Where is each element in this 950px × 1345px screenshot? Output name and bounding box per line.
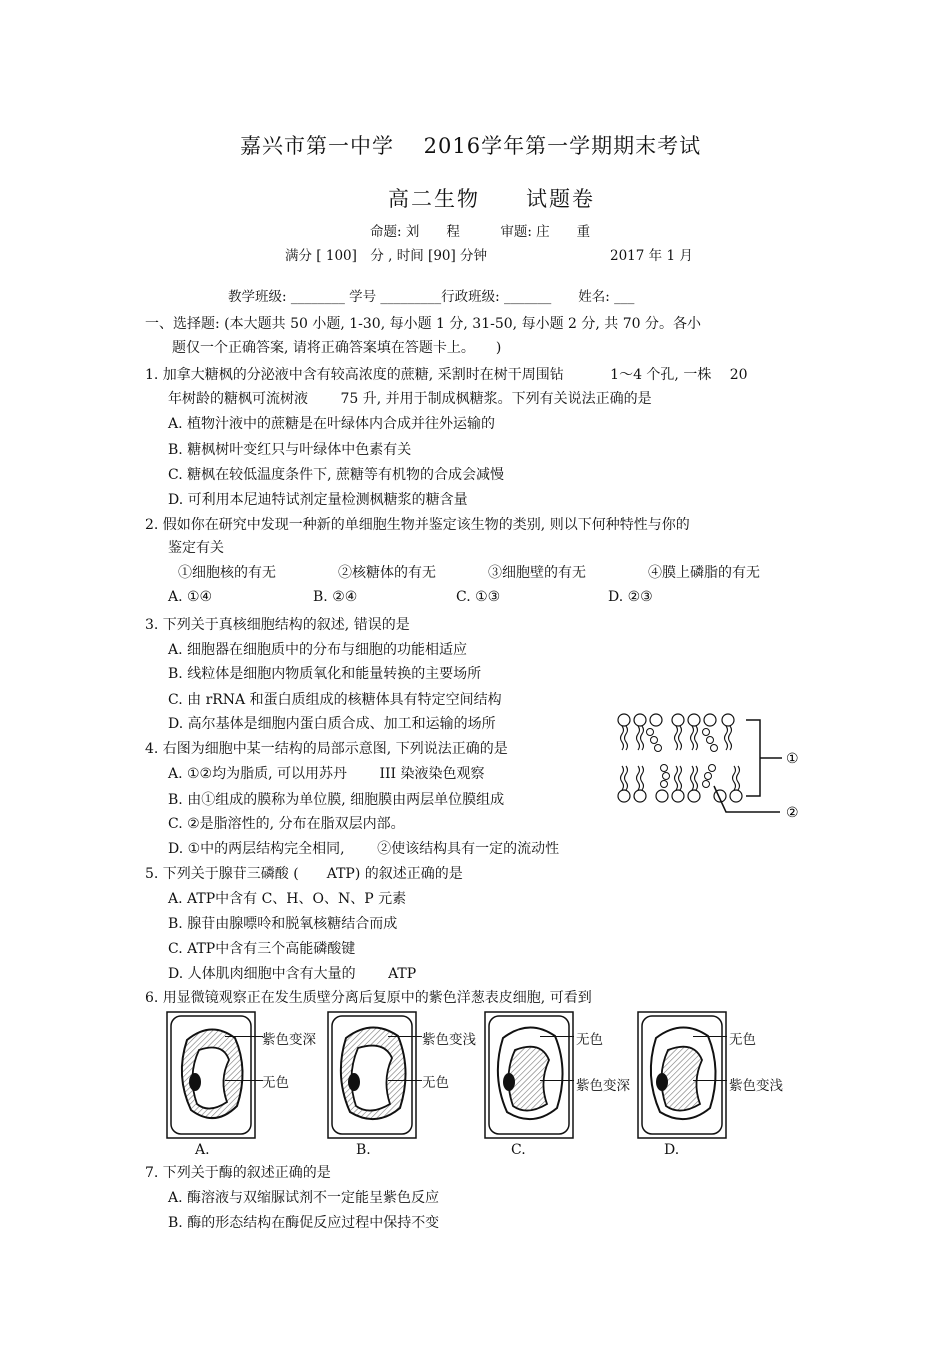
label-2: ② <box>786 805 799 821</box>
cell-c-top-pointer <box>540 1036 574 1037</box>
q5-option-a: A. ATP中含有 C、H、O、N、P 元素 <box>168 891 407 907</box>
cell-b-letter: B. <box>356 1142 371 1158</box>
student-info-line: 教学班级: ________ 学号 _________行政班级: _______ 姓名: ___ <box>228 289 635 305</box>
cell-b-top-pointer <box>388 1036 422 1037</box>
cell-d-letter: D. <box>664 1142 680 1158</box>
cell-a-bottom-label: 无色 <box>262 1075 289 1091</box>
label-1: ① <box>786 751 799 767</box>
q1-option-a: A. 植物汁液中的蔗糖是在叶绿体内合成并往外运输的 <box>168 416 496 432</box>
q2-option-d: D. ②③ <box>608 589 653 605</box>
q7-stem: 7. 下列关于酶的叙述正确的是 <box>145 1165 331 1181</box>
cell-b-bottom-pointer <box>388 1080 422 1081</box>
q1-option-c: C. 糖枫在较低温度条件下, 蔗糖等有机物的合成会减慢 <box>168 467 505 483</box>
q5-option-c: C. ATP中含有三个高能磷酸键 <box>168 941 356 957</box>
q3-option-d: D. 高尔基体是细胞内蛋白质合成、加工和运输的场所 <box>168 716 496 732</box>
score-time: 满分 [ 100] 分 , 时间 [90] 分钟 <box>285 248 488 264</box>
cell-d-bottom-pointer <box>693 1080 727 1081</box>
q5-stem: 5. 下列关于腺苷三磷酸 ( ATP) 的叙述正确的是 <box>145 866 463 882</box>
q1-option-b: B. 糖枫树叶变红只与叶绿体中色素有关 <box>168 442 412 458</box>
q4-stem: 4. 右图为细胞中某一结构的局部示意图, 下列说法正确的是 <box>145 741 508 757</box>
q7-option-a: A. 酶溶液与双缩脲试剂不一定能呈紫色反应 <box>168 1190 440 1206</box>
exam-subtitle: 高二生物 试题卷 <box>388 187 595 211</box>
cell-diagram-d <box>636 1010 728 1140</box>
cell-b-bottom-label: 无色 <box>422 1075 449 1091</box>
q4-option-b: B. 由①组成的膜称为单位膜, 细胞膜由两层单位膜组成 <box>168 792 505 808</box>
q4-option-c: C. ②是脂溶性的, 分布在脂双层内部。 <box>168 816 405 832</box>
cell-a-letter: A. <box>195 1142 210 1158</box>
cell-diagram-b <box>326 1010 418 1140</box>
cell-a-top-label: 紫色变深 <box>262 1032 316 1048</box>
q2-stem-2: 鉴定有关 <box>168 540 224 556</box>
cell-c-top-label: 无色 <box>576 1032 603 1048</box>
section-instructions-1: 一、选择题: (本大题共 50 小题, 1-30, 每小题 1 分, 31-50, 每小题 2 分, 共 70 分。各小 <box>145 316 701 332</box>
authors: 命题: 刘 程 审题: 庄 重 <box>370 224 591 240</box>
section-instructions-2: 题仅一个正确答案, 请将正确答案填在答题卡上。 ) <box>172 340 502 356</box>
cell-diagram-c <box>483 1010 575 1140</box>
q3-stem: 3. 下列关于真核细胞结构的叙述, 错误的是 <box>145 617 410 633</box>
cell-a-bottom-pointer <box>225 1080 263 1081</box>
q2-option-a: A. ①④ <box>168 589 213 605</box>
q7-option-b: B. 酶的形态结构在酶促反应过程中保持不变 <box>168 1215 440 1231</box>
q2-stem-1: 2. 假如你在研究中发现一种新的单细胞生物并鉴定该生物的类别, 则以下何种特性与你的 <box>145 517 690 533</box>
cell-diagram-a <box>165 1010 257 1140</box>
q2-item-3: ③细胞壁的有无 <box>488 565 586 581</box>
q1-option-d: D. 可利用本尼迪特试剂定量检测枫糖浆的糖含量 <box>168 492 468 508</box>
q4-option-a: A. ①②均为脂质, 可以用苏丹 III 染液染色观察 <box>168 766 485 782</box>
q3-option-c: C. 由 rRNA 和蛋白质组成的核糖体具有特定空间结构 <box>168 692 502 708</box>
q6-stem: 6. 用显微镜观察正在发生质壁分离后复原中的紫色洋葱表皮细胞, 可看到 <box>145 990 592 1006</box>
cell-d-top-pointer <box>693 1036 727 1037</box>
q2-option-b: B. ②④ <box>313 589 358 605</box>
q5-option-d: D. 人体肌肉细胞中含有大量的 ATP <box>168 966 417 982</box>
cell-b-top-label: 紫色变浅 <box>422 1032 476 1048</box>
q5-option-b: B. 腺苷由腺嘌呤和脱氧核糖结合而成 <box>168 916 398 932</box>
cell-c-letter: C. <box>511 1142 526 1158</box>
cell-c-bottom-pointer <box>540 1080 574 1081</box>
cell-d-top-label: 无色 <box>729 1032 756 1048</box>
q2-item-2: ②核糖体的有无 <box>338 565 436 581</box>
membrane-diagram <box>610 708 810 826</box>
cell-a-top-pointer <box>225 1036 263 1037</box>
q3-option-a: A. 细胞器在细胞质中的分布与细胞的功能相适应 <box>168 642 468 658</box>
q1-stem-2: 年树龄的糖枫可流树液 75 升, 并用于制成枫糖浆。下列有关说法正确的是 <box>168 391 652 407</box>
q1-stem-1: 1. 加拿大糖枫的分泌液中含有较高浓度的蔗糖, 采割时在树干周围钻 1～4 个孔, 一株 20 <box>145 367 748 383</box>
cell-c-bottom-label: 紫色变深 <box>576 1078 630 1094</box>
q2-item-4: ④膜上磷脂的有无 <box>648 565 760 581</box>
q4-option-d: D. ①中的两层结构完全相同, ②使该结构具有一定的流动性 <box>168 841 560 857</box>
q3-option-b: B. 线粒体是细胞内物质氧化和能量转换的主要场所 <box>168 666 482 682</box>
q2-item-1: ①细胞核的有无 <box>178 565 276 581</box>
cell-d-bottom-label: 紫色变浅 <box>729 1078 783 1094</box>
exam-title: 嘉兴市第一中学 2016学年第一学期期末考试 <box>240 134 702 158</box>
q2-option-c: C. ①③ <box>456 589 501 605</box>
exam-date: 2017 年 1 月 <box>610 248 693 264</box>
